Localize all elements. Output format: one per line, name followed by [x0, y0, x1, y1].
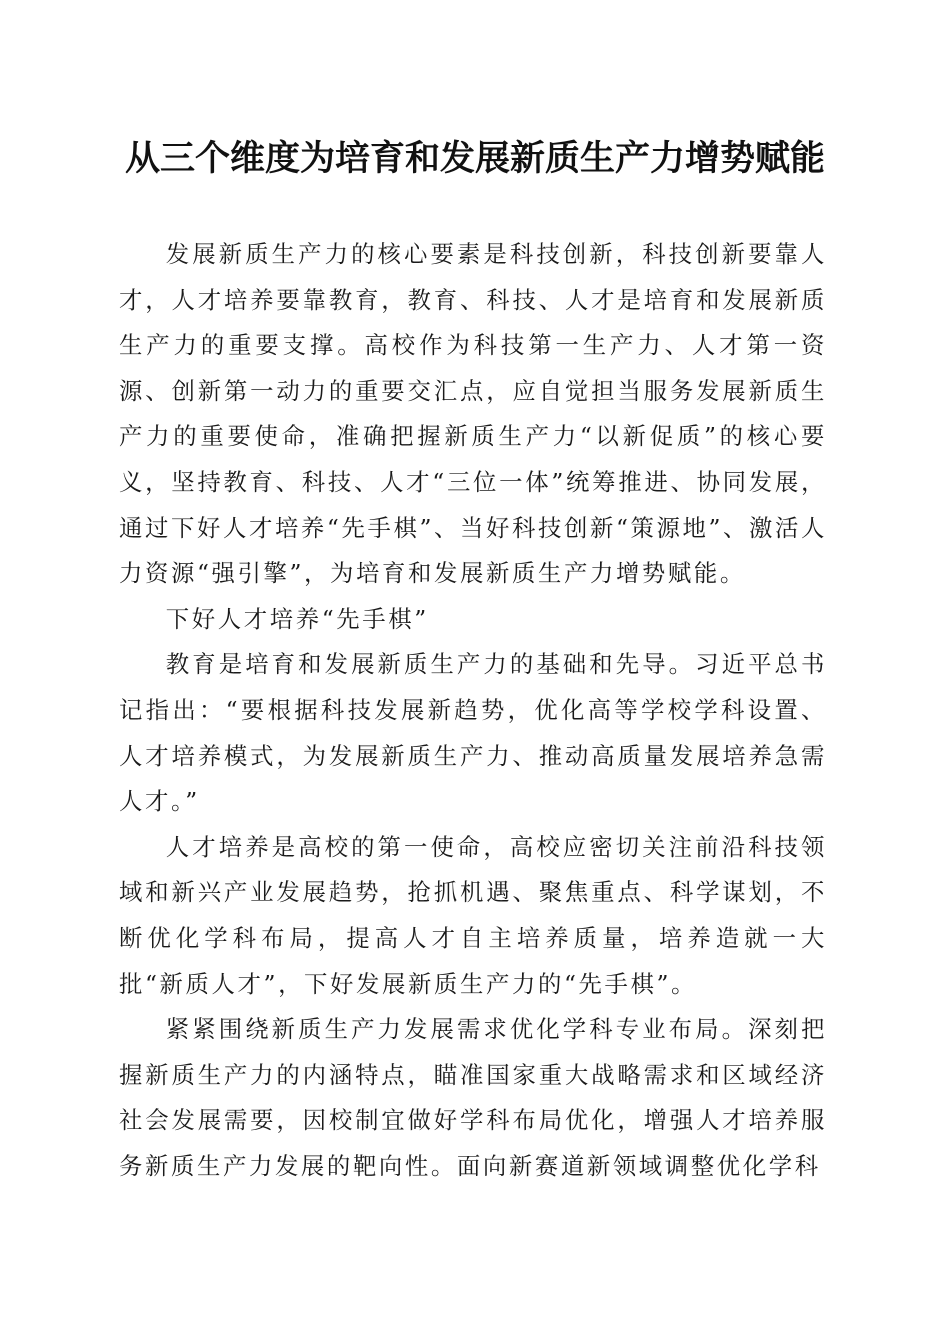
paragraph-intro: 发展新质生产力的核心要素是科技创新，科技创新要靠人才，人才培养要靠教育，教育、科技、人才是培育和发展新质生产力的重要支撑。高校作为科技第一生产力、人才第一资源、创新第一动力的重要交汇点，应自觉担当服务发展新质生产力的重要使命，准确把握新质生产力“以新促质”的核心要义，坚持教育、科技、人才“三位一体”统筹推进、协同发展，通过下好人才培养“先手棋”、当好科技创新“策源地”、激活人力资源“强引擎”，为培育和发展新质生产力增势赋能。	[119, 240, 827, 588]
document-title: 从三个维度为培育和发展新质生产力增势赋能	[124, 138, 825, 179]
paragraph-discipline-layout: 紧紧围绕新质生产力发展需求优化学科专业布局。深刻把握新质生产力的内涵特点，瞄准国家重大战略需求和区域经济社会发展需要，因校制宜做好学科布局优化，增强人才培养服务新质生产力发展的靶向性。面向新赛道新领域调整优化学科	[119, 1015, 827, 1180]
document-body	[119, 232, 827, 1189]
paragraph-talent-cultivation: 人才培养是高校的第一使命，高校应密切关注前沿科技领域和新兴产业发展趋势，抢抓机遇、聚焦重点、科学谋划，不断优化学科布局，提高人才自主培养质量，培养造就一大批“新质人才”，下好发展新质生产力的“先手棋”。	[119, 832, 827, 998]
section-heading: 下好人才培养“先手棋”	[165, 604, 429, 633]
paragraph-education: 教育是培育和发展新质生产力的基础和先导。习近平总书记指出：“要根据科技发展新趋势，优化高等学校学科设置、人才培养模式，为发展新质生产力、推动高质量发展培养急需人才。”	[119, 650, 827, 816]
